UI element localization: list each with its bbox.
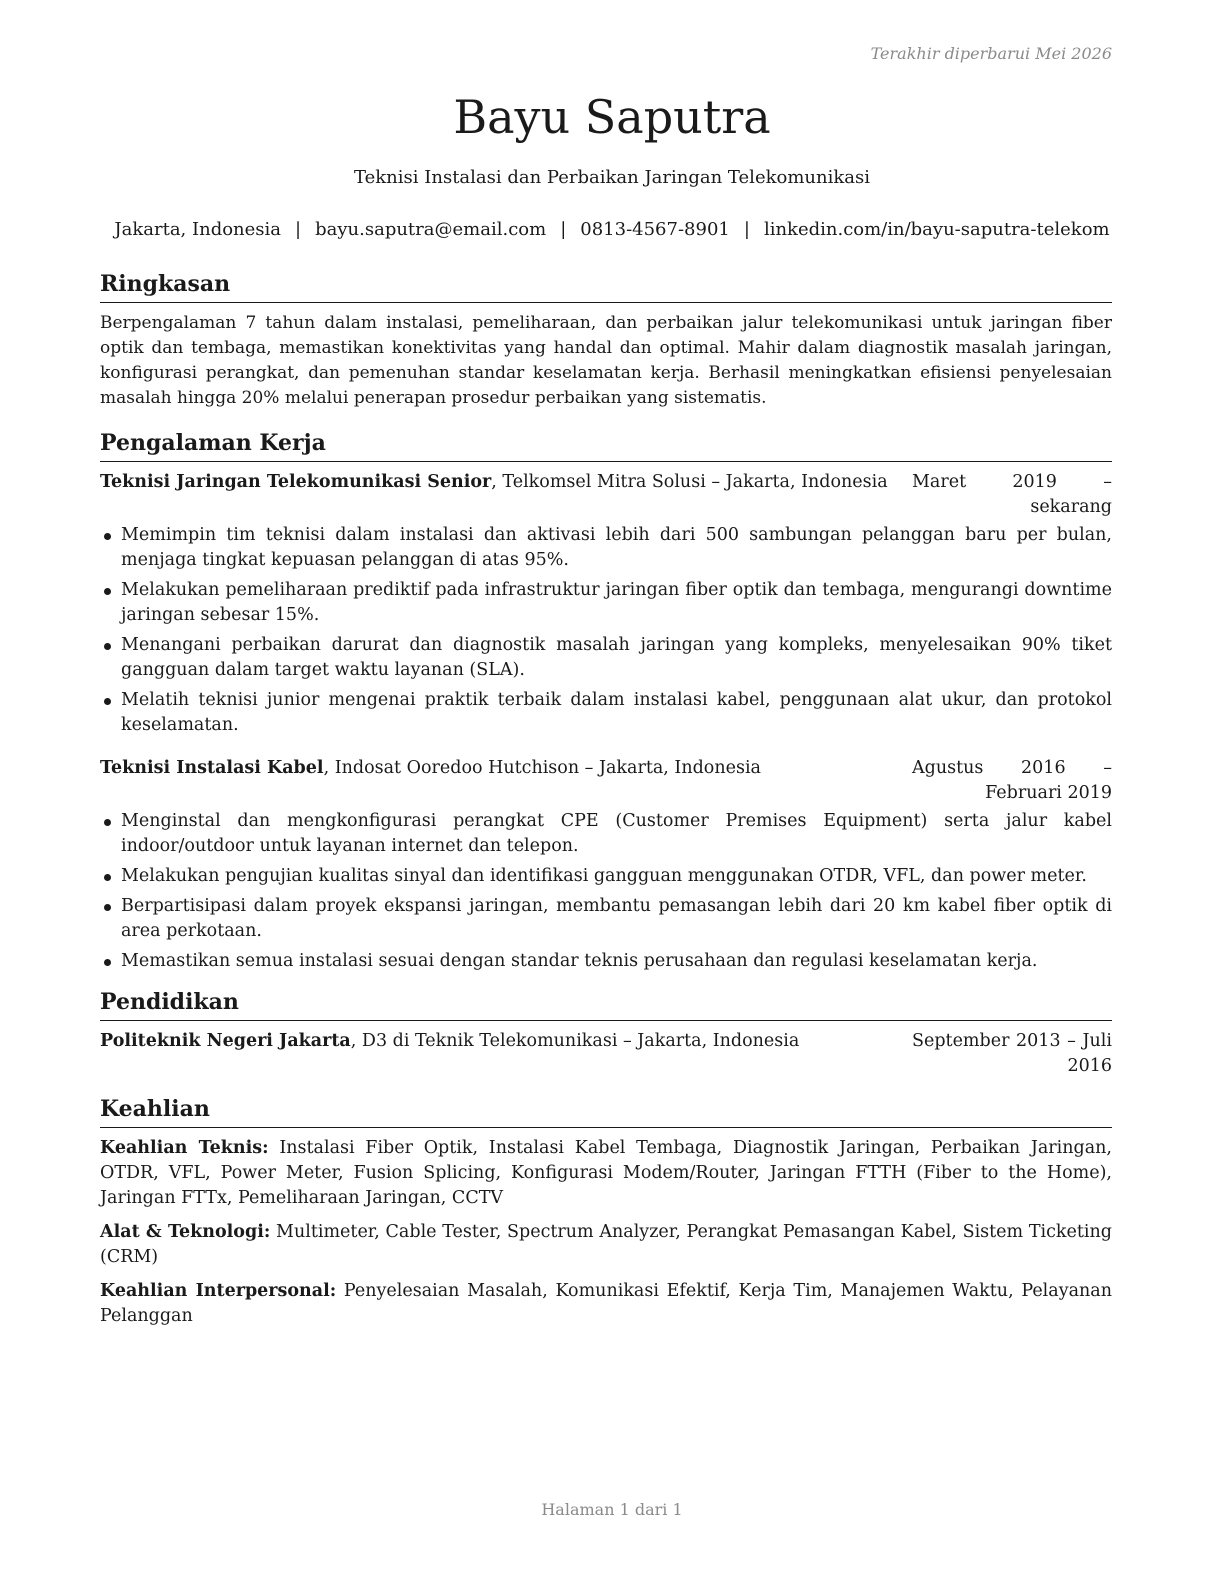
- bullet-text: Melakukan pemeliharaan prediktif pada infrastruktur jaringan fiber optik dan tembaga, mengurangi downtime jaringan sebesar 15%.: [121, 580, 1112, 625]
- skill-group: [100, 1136, 1112, 1211]
- job-bullets: [100, 523, 1112, 738]
- bullet-text: Melatih teknisi junior mengenai praktik terbaik dalam instalasi kabel, penggunaan alat ukur, dan protokol keselamatan.: [121, 690, 1112, 735]
- job-company: , Indosat Ooredoo Hutchison – Jakarta, Indonesia: [323, 758, 761, 778]
- skill-group-text: Multimeter, Cable Tester, Spectrum Analyzer, Perangkat Pemasangan Kabel, Sistem Ticketing (CRM): [100, 1222, 1112, 1267]
- section-heading-skills: Keahlian: [100, 1093, 1112, 1128]
- summary-text: Berpengalaman 7 tahun dalam instalasi, pemeliharaan, dan perbaikan jalur telekomunikasi untuk jaringan fiber optik dan tembaga, memastikan konektivitas yang handal dan optimal. Mahir dalam diagnostik masalah jaringan, konfigurasi perangkat, dan pemenuhan standar keselamatan kerja. Berhasil meningkatkan efisiensi penyelesaian masalah hingga 20% melalui penerapan prosedur perbaikan yang sistematis.: [100, 313, 1112, 408]
- bullet-text: Menginstal dan mengkonfigurasi perangkat CPE (Customer Premises Equipment) serta jalur kabel indoor/outdoor untuk layanan internet dan telepon.: [121, 811, 1112, 856]
- bullet-dot-icon: [104, 643, 111, 650]
- skill-group: [100, 1279, 1112, 1329]
- education-section: [100, 986, 1112, 1079]
- job-header: [100, 470, 1112, 520]
- bullet-text: Menangani perbaikan darurat dan diagnostik masalah jaringan yang kompleks, menyelesaikan 90% tiket gangguan dalam target waktu layanan (SLA).: [121, 635, 1112, 680]
- job-dates: Maret 2019 – sekarang: [912, 472, 1112, 517]
- skill-group-text: Instalasi Fiber Optik, Instalasi Kabel Tembaga, Diagnostik Jaringan, Perbaikan Jaringan, OTDR, VFL, Power Meter, Fusion Splicing, Konfigurasi Modem/Router, Jaringan FTTH (Fiber to the Home), Jaringan FTTx, Pemeliharaan Jaringan, CCTV: [100, 1138, 1112, 1208]
- bullet-item: [100, 864, 1112, 889]
- section-heading-summary: Ringkasan: [100, 268, 1112, 303]
- skill-group-label: Alat & Teknologi:: [100, 1222, 271, 1242]
- contact-line: [0, 219, 1224, 240]
- job-role-line: [100, 470, 912, 495]
- bullet-dot-icon: [104, 874, 111, 881]
- contact-email[interactable]: bayu.saputra@email.com: [315, 219, 547, 240]
- job-dates: Agustus 2016 – Februari 2019: [912, 758, 1112, 803]
- job-role: Teknisi Instalasi Kabel: [100, 758, 324, 778]
- skills-section: [100, 1093, 1112, 1329]
- skill-group: [100, 1220, 1112, 1270]
- bullet-item: [100, 949, 1112, 974]
- bullet-item: [100, 523, 1112, 573]
- contact-separator: |: [560, 219, 567, 240]
- job-header: [100, 756, 1112, 806]
- education-entry: [100, 1029, 1112, 1079]
- contact-linkedin[interactable]: linkedin.com/in/bayu-saputra-telekom: [763, 219, 1110, 240]
- bullet-item: [100, 578, 1112, 628]
- section-heading-experience: Pengalaman Kerja: [100, 427, 1112, 462]
- bullet-dot-icon: [104, 959, 111, 966]
- job-role-line: [100, 756, 912, 781]
- contact-location: Jakarta, Indonesia: [114, 219, 282, 240]
- bullet-dot-icon: [104, 904, 111, 911]
- skill-group-label: Keahlian Interpersonal:: [100, 1281, 337, 1301]
- education-line: [100, 1029, 912, 1054]
- candidate-title: Teknisi Instalasi dan Perbaikan Jaringan Telekomunikasi: [354, 167, 870, 188]
- summary-section: [100, 268, 1112, 411]
- job-company: , Telkomsel Mitra Solusi – Jakarta, Indonesia: [491, 472, 888, 492]
- bullet-text: Melakukan pengujian kualitas sinyal dan identifikasi gangguan menggunakan OTDR, VFL, dan power meter.: [121, 866, 1087, 886]
- contact-phone: 0813-4567-8901: [580, 219, 730, 240]
- skill-group-text: Penyelesaian Masalah, Komunikasi Efektif, Kerja Tim, Manajemen Waktu, Pelayanan Pelanggan: [100, 1281, 1112, 1326]
- candidate-name: Bayu Saputra: [453, 90, 771, 144]
- experience-section: [100, 427, 1112, 974]
- bullet-item: [100, 809, 1112, 859]
- education-school: Politeknik Negeri Jakarta: [100, 1031, 351, 1051]
- last-updated-note: Terakhir diperbarui Mei 2026: [870, 44, 1112, 63]
- skill-group-label: Keahlian Teknis:: [100, 1138, 269, 1158]
- bullet-dot-icon: [104, 698, 111, 705]
- bullet-dot-icon: [104, 819, 111, 826]
- page-number: Halaman 1 dari 1: [541, 1500, 683, 1519]
- bullet-dot-icon: [104, 533, 111, 540]
- contact-separator: |: [743, 219, 750, 240]
- contact-separator: |: [295, 219, 302, 240]
- resume-body: [100, 268, 1112, 1338]
- job-entry: [100, 470, 1112, 738]
- bullet-item: [100, 688, 1112, 738]
- bullet-text: Berpartisipasi dalam proyek ekspansi jaringan, membantu pemasangan lebih dari 20 km kabel fiber optik di area perkotaan.: [121, 896, 1112, 941]
- section-heading-education: Pendidikan: [100, 986, 1112, 1021]
- bullet-item: [100, 633, 1112, 683]
- bullet-dot-icon: [104, 588, 111, 595]
- bullet-text: Memimpin tim teknisi dalam instalasi dan aktivasi lebih dari 500 sambungan pelanggan baru per bulan, menjaga tingkat kepuasan pelanggan di atas 95%.: [121, 525, 1112, 570]
- education-detail: , D3 di Teknik Telekomunikasi – Jakarta, Indonesia: [350, 1031, 800, 1051]
- bullet-item: [100, 894, 1112, 944]
- job-role: Teknisi Jaringan Telekomunikasi Senior: [100, 472, 492, 492]
- job-entry: [100, 756, 1112, 974]
- job-bullets: [100, 809, 1112, 974]
- education-dates: September 2013 – Juli 2016: [912, 1031, 1112, 1076]
- bullet-text: Memastikan semua instalasi sesuai dengan standar teknis perusahaan dan regulasi keselamatan kerja.: [121, 951, 1038, 971]
